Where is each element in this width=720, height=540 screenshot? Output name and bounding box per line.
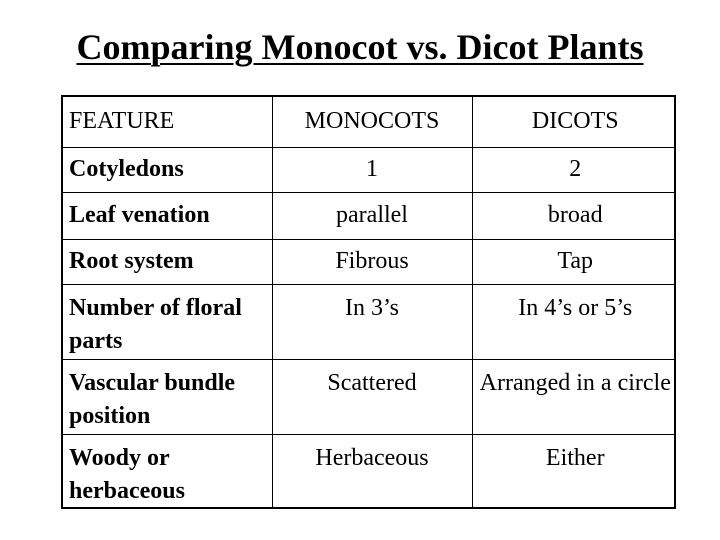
monocot-cell: parallel (272, 192, 472, 239)
feature-cell: Vascular bundle position (63, 359, 272, 434)
monocot-cell: In 3’s (272, 284, 472, 359)
dicot-cell: Tap (472, 239, 676, 284)
header-feature: FEATURE (63, 97, 272, 147)
table-row (63, 359, 676, 434)
comparison-table (61, 95, 676, 509)
table-row (63, 147, 676, 192)
monocot-cell: Fibrous (272, 239, 472, 284)
feature-cell: Cotyledons (63, 147, 272, 192)
feature-cell: Number of floral parts (63, 284, 272, 359)
header-monocots: MONOCOTS (272, 97, 472, 147)
feature-cell: Root system (63, 239, 272, 284)
page-title: Comparing Monocot vs. Dicot Plants (76, 27, 644, 67)
table-row (63, 239, 676, 284)
monocot-cell: Scattered (272, 359, 472, 434)
monocot-cell: Herbaceous (272, 434, 472, 509)
dicot-cell: In 4’s or 5’s (472, 284, 676, 359)
feature-cell: Woody or herbaceous (63, 434, 272, 509)
header-dicots: DICOTS (472, 97, 676, 147)
dicot-cell: 2 (472, 147, 676, 192)
table-row (63, 284, 676, 359)
table-header-row (63, 97, 676, 147)
dicot-cell: Arranged in a circle (472, 359, 676, 434)
monocot-cell: 1 (272, 147, 472, 192)
table-row (63, 434, 676, 509)
dicot-cell: Either (472, 434, 676, 509)
feature-cell: Leaf venation (63, 192, 272, 239)
table-row (63, 192, 676, 239)
dicot-cell: broad (472, 192, 676, 239)
